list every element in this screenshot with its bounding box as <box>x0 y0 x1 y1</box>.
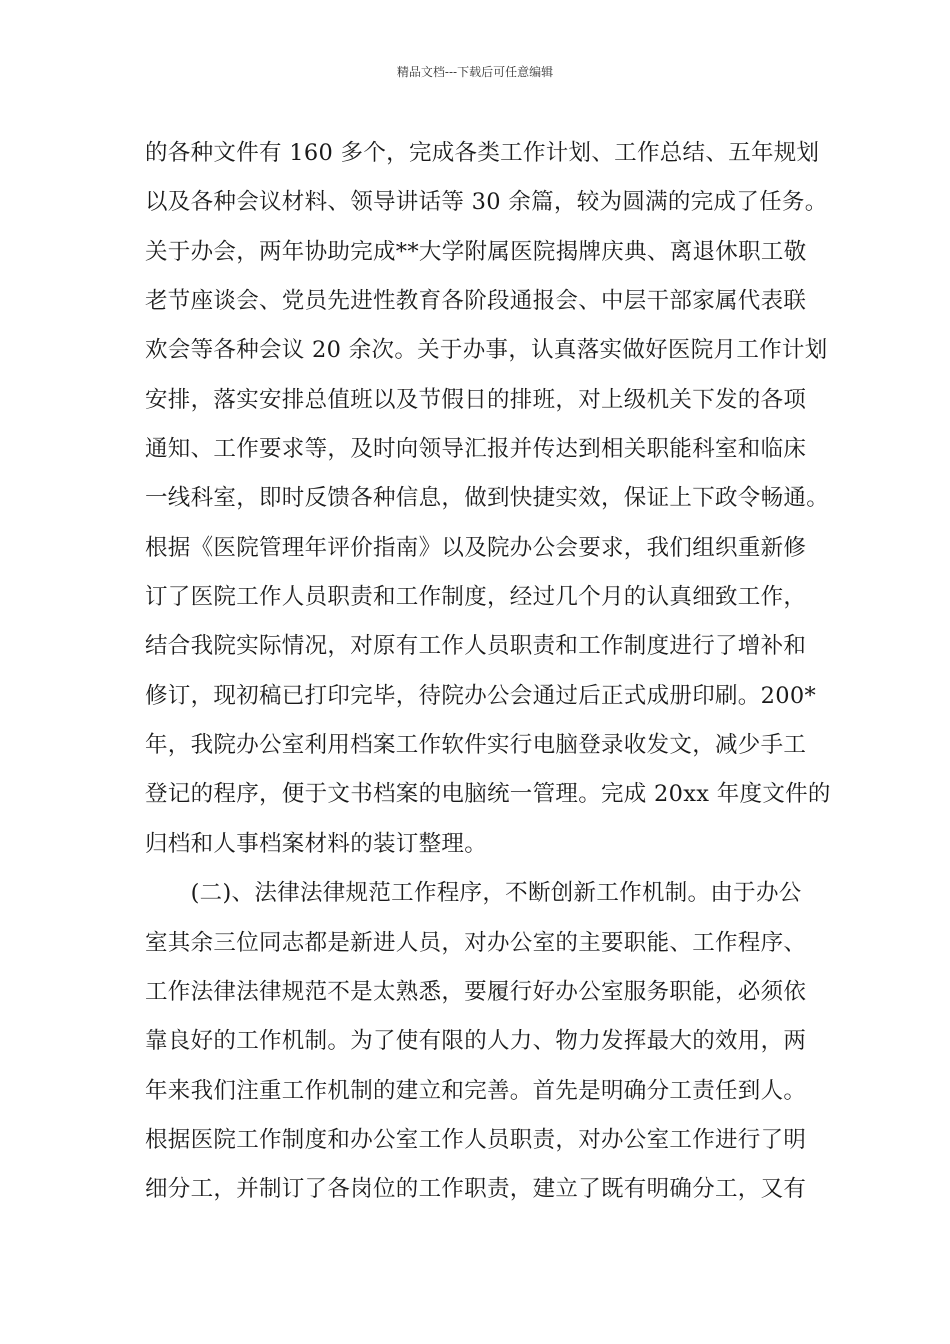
body-line: 靠良好的工作机制。为了使有限的人力、物力发挥最大的效用，两 <box>145 1028 807 1055</box>
body-line: (二)、法律法律规范工作程序，不断创新工作机制。由于办公 <box>145 880 802 907</box>
body-line: 一线科室，即时反馈各种信息，做到快捷实效，保证上下政令畅通。 <box>145 485 830 512</box>
body-line: 订了医院工作人员职责和工作制度，经过几个月的认真细致工作， <box>145 584 807 611</box>
body-line: 室其余三位同志都是新进人员，对办公室的主要职能、工作程序、 <box>145 929 807 956</box>
body-line: 的各种文件有 160 多个，完成各类工作计划、工作总结、五年规划 <box>145 140 820 166</box>
document-header: 精品文档---下载后可任意编辑 <box>396 65 554 79</box>
body-line: 欢会等各种会议 20 余次。关于办事，认真落实做好医院月工作计划 <box>145 337 828 364</box>
body-line: 安排，落实安排总值班以及节假日的排班，对上级机关下发的各项 <box>145 386 807 413</box>
body-line: 细分工，并制订了各岗位的工作职责，建立了既有明确分工，又有 <box>145 1176 807 1203</box>
body-line: 老节座谈会、党员先进性教育各阶段通报会、中层干部家属代表联 <box>145 288 807 315</box>
body-line: 根据医院工作制度和办公室工作人员职责，对办公室工作进行了明 <box>145 1126 807 1153</box>
body-line: 年来我们注重工作机制的建立和完善。首先是明确分工责任到人。 <box>145 1077 807 1104</box>
body-line: 以及各种会议材料、领导讲话等 30 余篇，较为圆满的完成了任务。 <box>145 189 828 216</box>
body-line: 归档和人事档案材料的装订整理。 <box>145 830 488 857</box>
body-line: 通知、工作要求等，及时向领导汇报并传达到相关职能科室和临床 <box>145 436 807 463</box>
body-line: 登记的程序，便于文书档案的电脑统一管理。完成 20xx 年度文件的 <box>145 781 831 808</box>
body-line: 关于办会，两年协助完成**大学附属医院揭牌庆典、离退休职工敬 <box>145 238 807 265</box>
body-line: 结合我院实际情况，对原有工作人员职责和工作制度进行了增补和 <box>145 633 807 660</box>
body-line: 根据《医院管理年评价指南》以及院办公会要求，我们组织重新修 <box>145 534 807 561</box>
body-line: 年，我院办公室利用档案工作软件实行电脑登录收发文，减少手工 <box>145 732 807 759</box>
body-line: 修订，现初稿已打印完毕，待院办公会通过后正式成册印刷。200* <box>145 682 816 709</box>
document-body <box>145 131 831 1217</box>
body-line: 工作法律法律规范不是太熟悉，要履行好办公室服务职能，必须依 <box>145 978 807 1005</box>
